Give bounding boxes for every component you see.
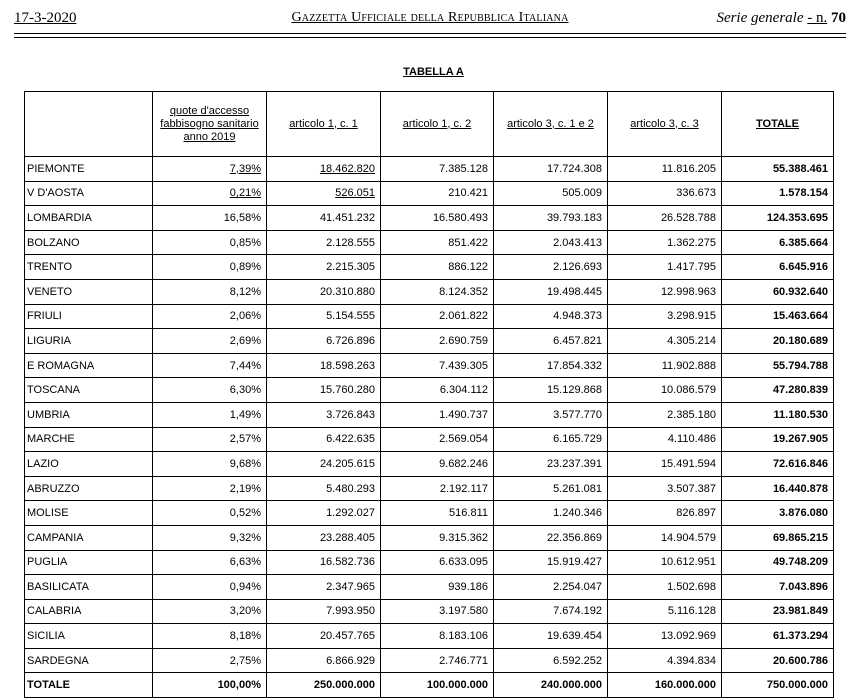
cell-art1-c2: 2.746.771 <box>381 648 494 673</box>
cell-art1-c1: 41.451.232 <box>267 206 381 231</box>
header-cell-region <box>25 92 153 157</box>
cell-art3-c3: 4.394.834 <box>608 648 722 673</box>
cell-total: 124.353.695 <box>722 206 834 231</box>
cell-region: E ROMAGNA <box>25 353 153 378</box>
cell-art1-c2: 851.422 <box>381 230 494 255</box>
cell-region: ABRUZZO <box>25 476 153 501</box>
cell-art3-c12: 505.009 <box>494 181 608 206</box>
cell-region: CAMPANIA <box>25 525 153 550</box>
cell-art1-c1: 20.310.880 <box>267 279 381 304</box>
cell-art3-c3: 4.305.214 <box>608 329 722 354</box>
cell-art3-c12: 17.854.332 <box>494 353 608 378</box>
cell-art1-c2: 6.633.095 <box>381 550 494 575</box>
cell-art3-c3: 3.298.915 <box>608 304 722 329</box>
cell-region: PIEMONTE <box>27 162 85 175</box>
cell-total: 72.616.846 <box>722 452 834 477</box>
cell-art3-c12: 6.457.821 <box>494 329 608 354</box>
table-row <box>25 402 834 427</box>
table-row <box>25 599 834 624</box>
header-cell-quota <box>153 92 267 157</box>
cell-art1-c1: 2.128.555 <box>267 230 381 255</box>
cell-total: 3.876.080 <box>722 501 834 526</box>
header-cell-art1-c2 <box>381 92 494 157</box>
table-row <box>25 181 834 206</box>
cell-art3-c12: 6.165.729 <box>494 427 608 452</box>
cell-art3-c12: 6.592.252 <box>494 648 608 673</box>
cell-quota: 6,30% <box>153 378 267 403</box>
cell-total: 20.180.689 <box>722 329 834 354</box>
header-number: 70 <box>831 10 846 26</box>
cell-art3-c12: 2.254.047 <box>494 575 608 600</box>
table-title <box>0 66 867 78</box>
cell-art3-c12: 39.793.183 <box>494 206 608 231</box>
cell-art1-c2: 6.304.112 <box>381 378 494 403</box>
header-cell-art3-c3 <box>608 92 722 157</box>
cell-art1-c2: 939.186 <box>381 575 494 600</box>
cell-art1-c2: 3.197.580 <box>381 599 494 624</box>
cell-quota: 9,68% <box>153 452 267 477</box>
total-cell-art1-c2: 100.000.000 <box>381 673 494 698</box>
table-row <box>25 550 834 575</box>
cell-art3-c3: 1.502.698 <box>608 575 722 600</box>
cell-quota: 2,69% <box>153 329 267 354</box>
cell-region: TRENTO <box>25 255 153 280</box>
cell-total: 6.645.916 <box>722 255 834 280</box>
cell-art1-c2: 9.682.246 <box>381 452 494 477</box>
cell-art3-c3: 1.417.795 <box>608 255 722 280</box>
table-row <box>25 353 834 378</box>
cell-art3-c3: 13.092.969 <box>608 624 722 649</box>
cell-quota: 6,63% <box>153 550 267 575</box>
cell-quota: 0,94% <box>153 575 267 600</box>
cell-art1-c1: 1.292.027 <box>267 501 381 526</box>
cell-art1-c1: 6.422.635 <box>267 427 381 452</box>
cell-art1-c2: 2.061.822 <box>381 304 494 329</box>
header-cell-total-text: TOTALE <box>756 117 799 130</box>
cell-art1-c2: 8.183.106 <box>381 624 494 649</box>
cell-region: SARDEGNA <box>25 648 153 673</box>
cell-art3-c3: 12.998.963 <box>608 279 722 304</box>
cell-art3-c12: 22.356.869 <box>494 525 608 550</box>
table-header-row <box>25 92 834 157</box>
cell-region: MARCHE <box>25 427 153 452</box>
cell-art1-c2: 2.690.759 <box>381 329 494 354</box>
cell-art1-c1: 2.215.305 <box>267 255 381 280</box>
table-row <box>25 452 834 477</box>
header-cell-total <box>722 92 834 157</box>
cell-region: V D'AOSTA <box>25 181 153 206</box>
cell-art1-c2: 516.811 <box>381 501 494 526</box>
cell-quota: 2,19% <box>153 476 267 501</box>
cell-art3-c3: 4.110.486 <box>608 427 722 452</box>
cell-art1-c1: 2.347.965 <box>267 575 381 600</box>
cell-art3-c12: 23.237.391 <box>494 452 608 477</box>
cell-region: VENETO <box>25 279 153 304</box>
cell-art3-c3: 26.528.788 <box>608 206 722 231</box>
cell-region: MOLISE <box>25 501 153 526</box>
cell-art1-c1: 3.726.843 <box>267 402 381 427</box>
cell-art1-c2: 2.192.117 <box>381 476 494 501</box>
cell-art1-c2: 9.315.362 <box>381 525 494 550</box>
cell-art1-c2: 1.490.737 <box>381 402 494 427</box>
cell-total: 55.388.461 <box>722 157 834 182</box>
cell-art3-c12: 3.577.770 <box>494 402 608 427</box>
table-row <box>25 427 834 452</box>
cell-art1-c1: 7.993.950 <box>267 599 381 624</box>
cell-quota: 7,44% <box>153 353 267 378</box>
header-cell-art3-c3-text: articolo 3, c. 3 <box>630 117 699 130</box>
cell-region: TOSCANA <box>25 378 153 403</box>
cell-total: 61.373.294 <box>722 624 834 649</box>
cell-art3-c12: 1.240.346 <box>494 501 608 526</box>
header-cell-art1-c1 <box>267 92 381 157</box>
cell-total: 16.440.878 <box>722 476 834 501</box>
cell-total: 15.463.664 <box>722 304 834 329</box>
cell-art3-c12: 19.498.445 <box>494 279 608 304</box>
cell-art1-c1: 18.598.263 <box>267 353 381 378</box>
cell-total: 47.280.839 <box>722 378 834 403</box>
cell-art1-c2: 886.122 <box>381 255 494 280</box>
header-title-text: Gazzetta Ufficiale della Repubblica Italiana <box>291 10 569 25</box>
total-cell-total: 750.000.000 <box>722 673 834 698</box>
header-number-prefix: - n. <box>807 10 828 26</box>
cell-quota: 7,39% <box>153 157 267 182</box>
cell-art3-c3: 3.507.387 <box>608 476 722 501</box>
header-cell-quota-text: quote d'accesso fabbisogno sanitario anno 2019 <box>160 104 259 143</box>
cell-art1-c1: 6.726.896 <box>267 329 381 354</box>
cell-art3-c3: 2.385.180 <box>608 402 722 427</box>
cell-art3-c12: 19.639.454 <box>494 624 608 649</box>
table-row <box>25 157 834 182</box>
cell-art1-c1: 23.288.405 <box>267 525 381 550</box>
cell-art1-c1: 20.457.765 <box>267 624 381 649</box>
cell-total: 19.267.905 <box>722 427 834 452</box>
cell-region: SICILIA <box>25 624 153 649</box>
cell-region: BASILICATA <box>25 575 153 600</box>
cell-total: 60.932.640 <box>722 279 834 304</box>
cell-art1-c1: 5.480.293 <box>267 476 381 501</box>
cell-art3-c3: 5.116.128 <box>608 599 722 624</box>
total-cell-region: TOTALE <box>25 673 153 698</box>
cell-total: 6.385.664 <box>722 230 834 255</box>
cell-art1-c1: 6.866.929 <box>267 648 381 673</box>
cell-quota: 1,49% <box>153 402 267 427</box>
cell-region: FRIULI <box>25 304 153 329</box>
cell-total: 7.043.896 <box>722 575 834 600</box>
header-series <box>716 10 846 27</box>
table-row <box>25 575 834 600</box>
table-row <box>25 329 834 354</box>
cell-art1-c1: 15.760.280 <box>267 378 381 403</box>
cell-art1-c1: 5.154.555 <box>267 304 381 329</box>
total-cell-art3-c12: 240.000.000 <box>494 673 608 698</box>
cell-art3-c3: 826.897 <box>608 501 722 526</box>
header-cell-art1-c1-text: articolo 1, c. 1 <box>289 117 358 130</box>
cell-art1-c2: 8.124.352 <box>381 279 494 304</box>
cell-quota: 3,20% <box>153 599 267 624</box>
cell-art3-c12: 4.948.373 <box>494 304 608 329</box>
cell-art1-c2: 2.569.054 <box>381 427 494 452</box>
cell-art3-c12: 15.919.427 <box>494 550 608 575</box>
cell-quota: 0,21% <box>153 181 267 206</box>
cell-art1-c1: 16.582.736 <box>267 550 381 575</box>
total-cell-art1-c1: 250.000.000 <box>267 673 381 698</box>
cell-art3-c3: 11.902.888 <box>608 353 722 378</box>
header-cell-art3-c12 <box>494 92 608 157</box>
table-row <box>25 255 834 280</box>
header-cell-art1-c2-text: articolo 1, c. 2 <box>402 117 472 130</box>
cell-quota: 2,57% <box>153 427 267 452</box>
cell-quota: 0,52% <box>153 501 267 526</box>
cell-total: 23.981.849 <box>722 599 834 624</box>
header-series-label: Serie generale <box>716 10 804 26</box>
cell-region: LAZIO <box>25 452 153 477</box>
cell-quota: 0,89% <box>153 255 267 280</box>
table-row <box>25 279 834 304</box>
table-row <box>25 624 834 649</box>
cell-total: 20.600.786 <box>722 648 834 673</box>
header-rule-thin <box>14 37 846 38</box>
cell-region: LOMBARDIA <box>25 206 153 231</box>
table-row <box>25 476 834 501</box>
cell-art1-c2: 210.421 <box>381 181 494 206</box>
total-cell-art3-c3: 160.000.000 <box>608 673 722 698</box>
table-total-row <box>25 673 834 698</box>
cell-art3-c3: 1.362.275 <box>608 230 722 255</box>
cell-region: UMBRIA <box>25 402 153 427</box>
table-row <box>25 304 834 329</box>
cell-quota: 9,32% <box>153 525 267 550</box>
table-row <box>25 230 834 255</box>
cell-art3-c3: 336.673 <box>608 181 722 206</box>
cell-total: 55.794.788 <box>722 353 834 378</box>
cell-quota: 2,06% <box>153 304 267 329</box>
cell-quota: 2,75% <box>153 648 267 673</box>
cell-art3-c3: 10.612.951 <box>608 550 722 575</box>
cell-total: 69.865.215 <box>722 525 834 550</box>
cell-region: CALABRIA <box>25 599 153 624</box>
cell-art1-c1: 24.205.615 <box>267 452 381 477</box>
table-title-text: TABELLA A <box>403 66 464 78</box>
cell-quota: 8,12% <box>153 279 267 304</box>
cell-art3-c12: 15.129.868 <box>494 378 608 403</box>
cell-art3-c12: 2.126.693 <box>494 255 608 280</box>
cell-art3-c3: 14.904.579 <box>608 525 722 550</box>
cell-art3-c12: 7.674.192 <box>494 599 608 624</box>
cell-art3-c3: 11.816.205 <box>608 157 722 182</box>
table-row <box>25 525 834 550</box>
cell-total: 11.180.530 <box>722 402 834 427</box>
cell-total: 1.578.154 <box>722 181 834 206</box>
table-row <box>25 648 834 673</box>
allocation-table <box>24 91 834 698</box>
cell-quota: 8,18% <box>153 624 267 649</box>
table-row <box>25 378 834 403</box>
total-cell-quota: 100,00% <box>153 673 267 698</box>
cell-art1-c1: 526.051 <box>267 181 381 206</box>
header-date: 17-3-2020 <box>14 10 77 26</box>
cell-quota: 0,85% <box>153 230 267 255</box>
header-rule-thick <box>14 33 846 34</box>
page-header <box>14 10 846 32</box>
cell-art3-c3: 15.491.594 <box>608 452 722 477</box>
header-cell-art3-c12-text: articolo 3, c. 1 e 2 <box>507 117 594 130</box>
cell-art3-c3: 10.086.579 <box>608 378 722 403</box>
table-row <box>25 501 834 526</box>
cell-region: PUGLIA <box>25 550 153 575</box>
cell-quota: 16,58% <box>153 206 267 231</box>
cell-art3-c12: 2.043.413 <box>494 230 608 255</box>
cell-region: BOLZANO <box>25 230 153 255</box>
cell-total: 49.748.209 <box>722 550 834 575</box>
cell-art3-c12: 17.724.308 <box>494 157 608 182</box>
cell-art1-c2: 16.580.493 <box>381 206 494 231</box>
table-row <box>25 206 834 231</box>
cell-art1-c1: 18.462.820 <box>267 157 381 182</box>
cell-art1-c2: 7.385.128 <box>381 157 494 182</box>
cell-art1-c2: 7.439.305 <box>381 353 494 378</box>
cell-region: LIGURIA <box>25 329 153 354</box>
cell-art3-c12: 5.261.081 <box>494 476 608 501</box>
